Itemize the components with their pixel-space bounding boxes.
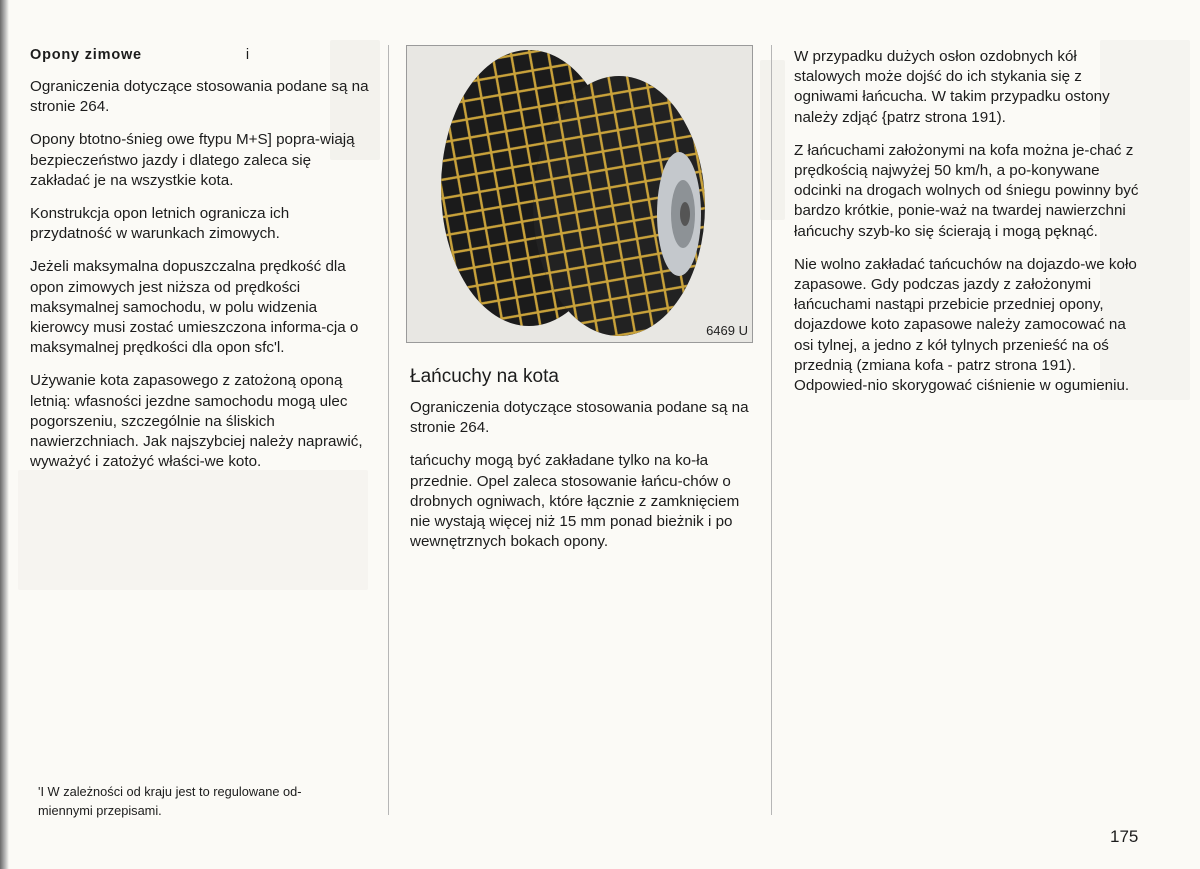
section-heading-winter-tyres	[30, 47, 370, 63]
paragraph: Z łańcuchami założonymi na kofa można je-chać z prędkością najwyżej 50 km/h, a po-konywane odcinki na drogach wolnych od śniegu powinny być bardzo krótkie, ponie-waż na twardej nawierzchni łańcuchy szyb-ko się ścierają i mogą pęknąć.	[794, 141, 1139, 240]
column-divider	[388, 45, 389, 815]
paragraph: W przypadku dużych osłon ozdobnych kół stalowych może dojść do ich stykania się z ogniwami łańcucha. W takim przypadku ostony należy zdjąć {patrz strona 191).	[794, 48, 1110, 126]
paragraph: Konstrukcja opon letnich ogranicza ich przydatność w warunkach zimowych.	[30, 205, 290, 243]
footnote: 'I W zależności od kraju jest to regulowane od-miennymi przepisami.	[38, 784, 302, 818]
tyres-with-snow-chains-illustration	[407, 46, 752, 342]
right-column	[794, 47, 1139, 409]
paragraph: Opony btotno-śnieg owe ftypu M+S] popra-wiają bezpieczeństwo jazdy i dlatego zaleca się zakładać je na wszystkie kota.	[30, 131, 355, 189]
figure-snow-chains	[406, 45, 753, 343]
bleed-through-shade	[18, 470, 368, 590]
paragraph: Ograniczenia dotyczące stosowania podane są na stronie 264.	[30, 78, 369, 116]
heading-mark: i	[245, 47, 250, 63]
heading-text: Opony zimowe	[30, 47, 142, 63]
paragraph: Nie wolno zakładać tańcuchów na dojazdo-we koło zapasowe. Gdy podczas jazdy z założonymi łańcuchami nastąpi przebicie przedniej opony, dojazdowe koto zapasowe należy zamocować na osi tylnej, a jedno z kół tylnych przenieść na oś przednią (zmiana kofa - patrz strona 191). Odpowied-nio skorygować ciśnienie w ogumieniu.	[794, 255, 1137, 395]
section-heading-snow-chains: Łańcuchy na kota	[410, 366, 559, 387]
paragraph: Używanie kota zapasowego z zatożoną oponą letnią: wfasności jezdne samochodu mogą ulec pogorszeniu, szczególnie na śliskich nawierzchniach. Jak najszybciej należy naprawić, wyważyć i zatożyć właści-we koto.	[30, 372, 363, 471]
paragraph: Ograniczenia dotyczące stosowania podane są na stronie 264.	[410, 399, 749, 437]
left-column	[30, 47, 370, 485]
column-divider	[771, 45, 772, 815]
paragraph: Jeżeli maksymalna dopuszczalna prędkość dla opon zimowych jest niższa od prędkości maksymalnej samochodu, w polu widzenia kierowcy musi zostać umieszczona informa-cja o maksymalnej prędkości dla opon sfc'l.	[30, 258, 359, 357]
page-number: 175	[1110, 827, 1139, 846]
bleed-through-shade	[760, 60, 785, 220]
middle-column	[410, 366, 755, 565]
paragraph: tańcuchy mogą być zakładane tylko na ko-ła przednie. Opel zaleca stosowanie łańcu-chów o drobnych ogniwach, które łącznie z zamknięciem nie wystają więcej niż 15 mm ponad bieżnik i po wewnętrznych bokach opony.	[410, 452, 740, 551]
page-binding-edge	[0, 0, 9, 869]
figure-label: 6469 U	[706, 323, 748, 338]
